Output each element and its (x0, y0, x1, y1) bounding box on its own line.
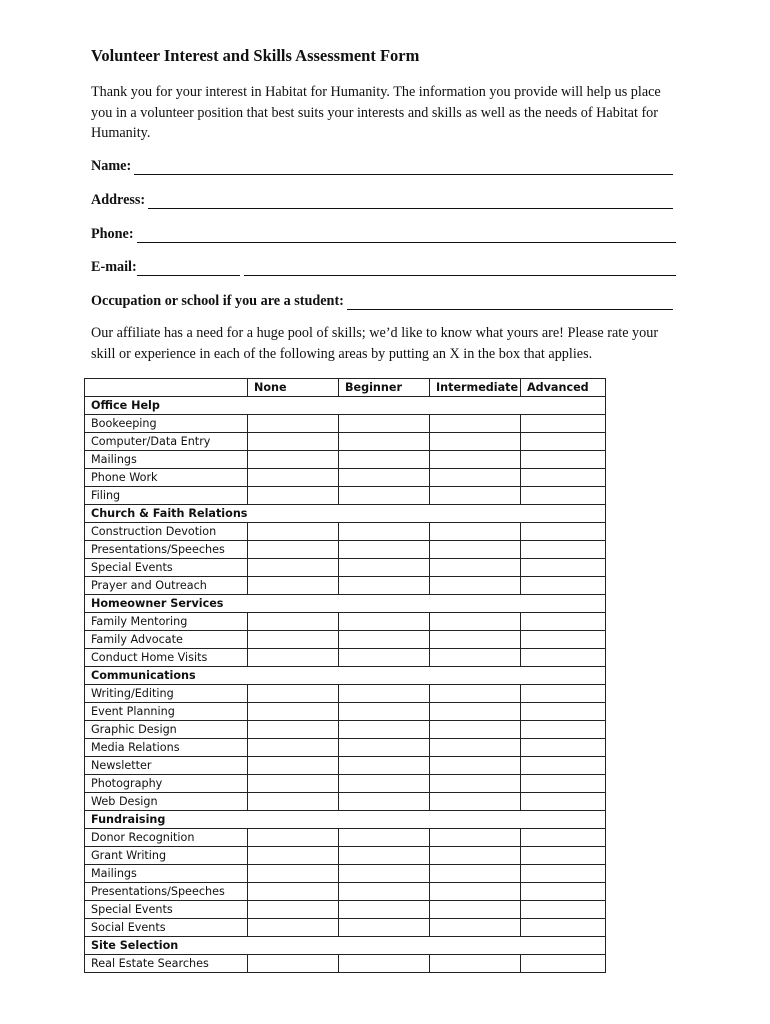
skills-table-body (85, 379, 606, 973)
rating-box-advanced[interactable] (520, 433, 605, 451)
rating-box-beginner[interactable] (338, 433, 429, 451)
rating-box-beginner[interactable] (338, 559, 429, 577)
rating-box-advanced[interactable] (520, 523, 605, 541)
rating-box-intermediate[interactable] (429, 901, 520, 919)
skill-label: Newsletter (85, 757, 248, 775)
table-header-row (85, 379, 606, 397)
rating-box-none[interactable] (247, 469, 338, 487)
rating-box-none[interactable] (247, 757, 338, 775)
section-header-row (85, 505, 606, 523)
rating-box-intermediate[interactable] (429, 739, 520, 757)
rating-box-beginner[interactable] (338, 541, 429, 559)
rating-box-advanced[interactable] (520, 775, 605, 793)
rating-box-beginner[interactable] (338, 577, 429, 595)
skill-label: Photography (85, 775, 248, 793)
rating-box-none[interactable] (247, 721, 338, 739)
rating-box-intermediate[interactable] (429, 919, 520, 937)
phone-field[interactable] (91, 223, 676, 243)
section-title: Church & Faith Relations (85, 505, 248, 523)
rating-box-beginner[interactable] (338, 793, 429, 811)
rating-box-none[interactable] (247, 847, 338, 865)
table-row (85, 865, 606, 883)
form-title: Volunteer Interest and Skills Assessment Form (91, 46, 420, 65)
skill-label: Writing/Editing (85, 685, 248, 703)
rating-box-intermediate[interactable] (429, 883, 520, 901)
table-row (85, 433, 606, 451)
rating-box-advanced[interactable] (520, 757, 605, 775)
rating-box-advanced[interactable] (520, 415, 605, 433)
rating-box-advanced[interactable] (520, 685, 605, 703)
skill-label: Prayer and Outreach (85, 577, 248, 595)
column-header-advanced: Advanced (520, 379, 605, 397)
name-label: Name: (91, 158, 132, 174)
skills-table (84, 378, 606, 973)
phone-label: Phone: (91, 226, 134, 242)
skill-label: Presentations/Speeches (85, 883, 248, 901)
table-row (85, 775, 606, 793)
rating-box-intermediate[interactable] (429, 775, 520, 793)
table-row (85, 919, 606, 937)
section-header-row (85, 811, 606, 829)
section-title-fill (247, 397, 605, 415)
column-header-none: None (247, 379, 338, 397)
rating-box-none[interactable] (247, 919, 338, 937)
skill-label: Presentations/Speeches (85, 541, 248, 559)
rating-box-intermediate[interactable] (429, 613, 520, 631)
rating-box-advanced[interactable] (520, 469, 605, 487)
rating-box-beginner[interactable] (338, 613, 429, 631)
table-row (85, 415, 606, 433)
skill-label: Grant Writing (85, 847, 248, 865)
table-row (85, 721, 606, 739)
rating-box-advanced[interactable] (520, 559, 605, 577)
section-header-row (85, 595, 606, 613)
rating-box-beginner[interactable] (338, 649, 429, 667)
rating-box-intermediate[interactable] (429, 487, 520, 505)
rating-box-advanced[interactable] (520, 739, 605, 757)
rating-box-beginner[interactable] (338, 919, 429, 937)
rating-box-intermediate[interactable] (429, 703, 520, 721)
section-title-fill (247, 937, 605, 955)
rating-box-advanced[interactable] (520, 955, 605, 973)
address-label: Address: (91, 192, 146, 208)
email-line[interactable] (244, 261, 676, 276)
skill-label: Mailings (85, 865, 248, 883)
column-header-intermediate: Intermediate (429, 379, 520, 397)
rating-box-beginner[interactable] (338, 415, 429, 433)
rating-box-intermediate[interactable] (429, 541, 520, 559)
rating-box-intermediate[interactable] (429, 469, 520, 487)
rating-box-beginner[interactable] (338, 631, 429, 649)
rating-box-advanced[interactable] (520, 829, 605, 847)
rating-box-none[interactable] (247, 541, 338, 559)
section-title-fill (247, 505, 605, 523)
address-field[interactable] (91, 189, 673, 209)
rating-box-none[interactable] (247, 865, 338, 883)
table-row (85, 901, 606, 919)
rating-box-none[interactable] (247, 577, 338, 595)
table-row (85, 559, 606, 577)
rating-box-none[interactable] (247, 523, 338, 541)
table-row (85, 883, 606, 901)
table-row (85, 523, 606, 541)
table-row (85, 613, 606, 631)
rating-box-advanced[interactable] (520, 721, 605, 739)
section-title: Office Help (85, 397, 248, 415)
section-header-row (85, 397, 606, 415)
occupation-field[interactable] (91, 290, 673, 310)
table-row (85, 577, 606, 595)
rating-box-intermediate[interactable] (429, 721, 520, 739)
section-header-row (85, 667, 606, 685)
rating-box-none[interactable] (247, 883, 338, 901)
skill-label: Special Events (85, 901, 248, 919)
rating-box-intermediate[interactable] (429, 685, 520, 703)
table-row (85, 955, 606, 973)
skill-label: Computer/Data Entry (85, 433, 248, 451)
rating-box-intermediate[interactable] (429, 829, 520, 847)
rating-box-intermediate[interactable] (429, 577, 520, 595)
skill-label: Bookeeping (85, 415, 248, 433)
occupation-label: Occupation or school if you are a student: (91, 293, 344, 309)
section-title: Homeowner Services (85, 595, 248, 613)
rating-box-advanced[interactable] (520, 865, 605, 883)
email-label: E-mail: (91, 259, 137, 275)
rating-box-none[interactable] (247, 685, 338, 703)
section-title-fill (247, 595, 605, 613)
address-line[interactable] (148, 194, 673, 209)
section-title-fill (247, 811, 605, 829)
rating-box-beginner[interactable] (338, 721, 429, 739)
rating-box-none[interactable] (247, 793, 338, 811)
rating-box-advanced[interactable] (520, 919, 605, 937)
rating-box-advanced[interactable] (520, 793, 605, 811)
rating-box-none[interactable] (247, 829, 338, 847)
rating-box-advanced[interactable] (520, 541, 605, 559)
rating-box-none[interactable] (247, 739, 338, 757)
table-row (85, 703, 606, 721)
rating-box-none[interactable] (247, 433, 338, 451)
email-field[interactable] (91, 256, 676, 276)
rating-box-intermediate[interactable] (429, 433, 520, 451)
name-field[interactable] (91, 155, 673, 175)
rating-box-advanced[interactable] (520, 487, 605, 505)
skill-label: Phone Work (85, 469, 248, 487)
occupation-line[interactable] (347, 295, 673, 310)
rating-box-none[interactable] (247, 631, 338, 649)
table-row (85, 649, 606, 667)
rating-box-beginner[interactable] (338, 775, 429, 793)
rating-box-advanced[interactable] (520, 901, 605, 919)
skill-label: Conduct Home Visits (85, 649, 248, 667)
rating-box-beginner[interactable] (338, 487, 429, 505)
rating-box-advanced[interactable] (520, 613, 605, 631)
rating-box-beginner[interactable] (338, 685, 429, 703)
table-row (85, 487, 606, 505)
rating-box-none[interactable] (247, 703, 338, 721)
rating-box-beginner[interactable] (338, 883, 429, 901)
rating-box-none[interactable] (247, 649, 338, 667)
skill-label: Filing (85, 487, 248, 505)
rating-box-beginner[interactable] (338, 757, 429, 775)
rating-box-beginner[interactable] (338, 865, 429, 883)
skill-label: Web Design (85, 793, 248, 811)
rating-box-beginner[interactable] (338, 829, 429, 847)
rating-box-beginner[interactable] (338, 847, 429, 865)
rating-box-beginner[interactable] (338, 739, 429, 757)
rating-box-none[interactable] (247, 955, 338, 973)
skill-label: Family Advocate (85, 631, 248, 649)
section-title: Fundraising (85, 811, 248, 829)
section-header-row (85, 937, 606, 955)
rating-box-intermediate[interactable] (429, 865, 520, 883)
table-row (85, 541, 606, 559)
rating-box-none[interactable] (247, 415, 338, 433)
name-line[interactable] (134, 160, 673, 175)
table-row (85, 793, 606, 811)
rating-box-beginner[interactable] (338, 955, 429, 973)
rating-box-none[interactable] (247, 559, 338, 577)
rating-box-advanced[interactable] (520, 649, 605, 667)
section-title: Site Selection (85, 937, 248, 955)
rating-box-advanced[interactable] (520, 577, 605, 595)
skill-label: Special Events (85, 559, 248, 577)
rating-box-intermediate[interactable] (429, 523, 520, 541)
column-header-beginner: Beginner (338, 379, 429, 397)
section-title: Communications (85, 667, 248, 685)
table-row (85, 469, 606, 487)
skill-label: Real Estate Searches (85, 955, 248, 973)
section-title-fill (247, 667, 605, 685)
rating-box-intermediate[interactable] (429, 451, 520, 469)
rating-box-advanced[interactable] (520, 703, 605, 721)
rating-box-beginner[interactable] (338, 451, 429, 469)
skill-label: Mailings (85, 451, 248, 469)
instructions-paragraph: Our affiliate has a need for a huge pool of skills; we’d like to know what yours are! Please rate your skill or experience in each of the following areas by putting an X in the box that applies. (91, 325, 659, 362)
rating-box-advanced[interactable] (520, 451, 605, 469)
rating-box-none[interactable] (247, 775, 338, 793)
skill-label: Event Planning (85, 703, 248, 721)
rating-box-none[interactable] (247, 613, 338, 631)
skill-label: Social Events (85, 919, 248, 937)
skill-label: Media Relations (85, 739, 248, 757)
phone-line[interactable] (137, 228, 676, 243)
rating-box-intermediate[interactable] (429, 415, 520, 433)
table-row (85, 685, 606, 703)
intro-paragraph: Thank you for your interest in Habitat for Humanity. The information you provide will help us place you in a volunteer position that best suits your interests and skills as well as the needs of Habitat for Humanity. (91, 84, 661, 141)
rating-box-none[interactable] (247, 451, 338, 469)
email-line-short[interactable] (137, 261, 240, 276)
rating-box-beginner[interactable] (338, 523, 429, 541)
rating-box-intermediate[interactable] (429, 955, 520, 973)
rating-box-intermediate[interactable] (429, 793, 520, 811)
rating-box-beginner[interactable] (338, 703, 429, 721)
rating-box-advanced[interactable] (520, 883, 605, 901)
rating-box-advanced[interactable] (520, 631, 605, 649)
skill-label: Family Mentoring (85, 613, 248, 631)
table-row (85, 829, 606, 847)
table-row (85, 757, 606, 775)
rating-box-intermediate[interactable] (429, 649, 520, 667)
rating-box-none[interactable] (247, 487, 338, 505)
rating-box-none[interactable] (247, 901, 338, 919)
table-row (85, 739, 606, 757)
rating-box-intermediate[interactable] (429, 847, 520, 865)
skill-label: Donor Recognition (85, 829, 248, 847)
rating-box-intermediate[interactable] (429, 757, 520, 775)
skill-label: Construction Devotion (85, 523, 248, 541)
rating-box-advanced[interactable] (520, 847, 605, 865)
rating-box-intermediate[interactable] (429, 631, 520, 649)
table-row (85, 451, 606, 469)
table-row (85, 847, 606, 865)
rating-box-beginner[interactable] (338, 901, 429, 919)
header-blank-cell (85, 379, 248, 397)
rating-box-intermediate[interactable] (429, 559, 520, 577)
table-row (85, 631, 606, 649)
skill-label: Graphic Design (85, 721, 248, 739)
rating-box-beginner[interactable] (338, 469, 429, 487)
